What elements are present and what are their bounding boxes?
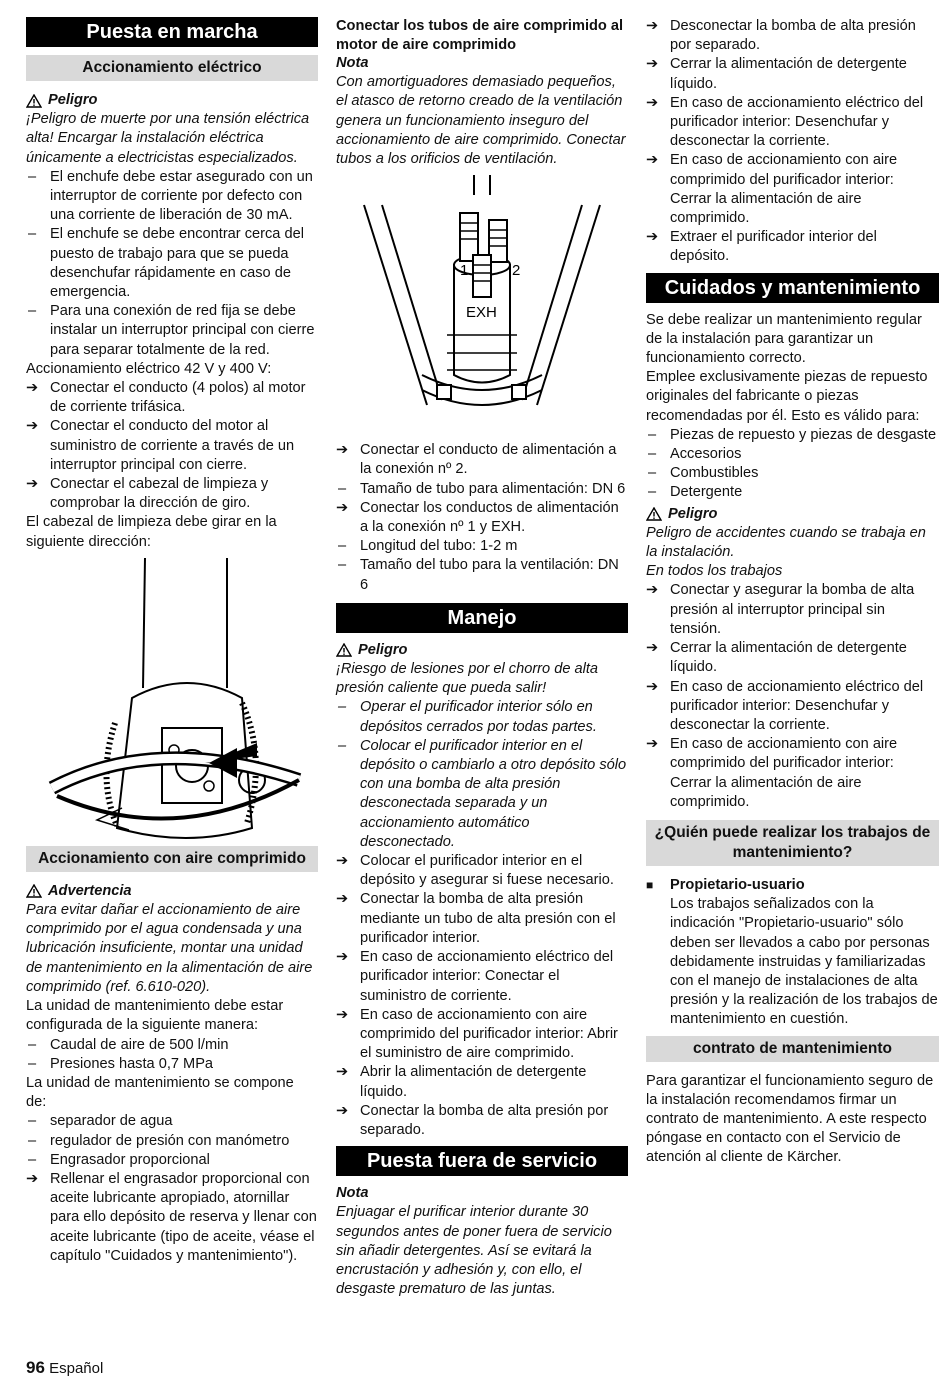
advertencia-title: Advertencia	[48, 882, 132, 899]
list-item: ➔ Rellenar el engrasador proporcional con aceite lubricante apropiado, atornillar para ello depósito de reserva y llenar con aceite lubricante (tipo de aceite, véase el capítulo "Cuidados y mantenimiento").	[26, 1170, 317, 1264]
config-text: La unidad de mantenimiento debe estar configurada de la siguiente manera:	[26, 998, 284, 1034]
cuidados-text: Emplee exclusivamente piezas de repuesto originales del fabricante o piezas recomendadas por él. Esto es válido para:	[646, 369, 928, 424]
heading-contrato: contrato de mantenimiento	[646, 1036, 939, 1062]
peligro-heading	[336, 641, 628, 660]
column-2	[336, 17, 628, 1299]
warning-triangle-icon	[336, 643, 352, 657]
list-item: ➔ En caso de accionamiento eléctrico del purificador interior: Desenchufar y desconectar la corriente.	[646, 678, 924, 733]
list-item: – separador de agua	[28, 1113, 173, 1130]
list-item: ➔ Cerrar la alimentación de detergente líquido.	[646, 56, 907, 92]
list-item: ➔ En caso de accionamiento con aire comprimido del purificador interior: Cerrar la alimentación de aire comprimido.	[646, 152, 898, 227]
list-item: ➔ Desconectar la bomba de alta presión por separado.	[646, 18, 916, 54]
advertencia-heading	[26, 882, 318, 901]
list-item: ➔ Conectar el conducto (4 polos) al motor de corriente trifásica.	[26, 380, 306, 416]
list-item: – regulador de presión con manómetro	[28, 1132, 290, 1149]
advertencia-text: Para evitar dañar el accionamiento de aire comprimido por el agua condensada y una lubricación insuficiente, montar una unidad de mantenimiento en la alimentación de aire comprimido (ref. 6.610-020).	[26, 902, 313, 995]
nota-text: Con amortiguadores demasiado pequeños, el atasco de retorno creado de la ventilación genera un funcionamiento inseguro del accionamiento de aire comprimido. Conectar tubos a los orificios de ventilación.	[336, 74, 626, 168]
list-item: ➔ Conectar la bomba de alta presión por separado.	[336, 1102, 609, 1138]
peligro-title: Peligro	[48, 92, 98, 108]
heading-accionamiento-electrico: Accionamiento eléctrico	[26, 55, 318, 81]
list-item: ➔ Conectar el conducto del motor al suministro de corriente a través de un interruptor principal con cierre.	[26, 418, 295, 473]
list-item: ➔ Conectar el cabezal de limpieza y comprobar la dirección de giro.	[26, 476, 269, 512]
heading-puesta-fuera: Puesta fuera de servicio	[336, 1146, 628, 1176]
warning-triangle-icon	[26, 884, 42, 898]
column-3	[646, 17, 939, 1168]
nota-title: Nota	[336, 55, 369, 71]
compone-text: La unidad de mantenimiento se compone de:	[26, 1074, 294, 1111]
heading-accionamiento-aire: Accionamiento con aire comprimido	[26, 846, 318, 872]
warning-triangle-icon	[646, 507, 662, 521]
list-item: – Para una conexión de red fija se debe instalar un interruptor principal con cierre para separar totalmente de la red.	[28, 303, 315, 358]
peligro-subtext: En todos los trabajos	[646, 563, 783, 580]
contrato-text: Para garantizar el funcionamiento seguro de la instalación recomendamos firmar un contrato de mantenimiento. A este respecto póngase en contacto con el Servicio de atención al cliente de Kärcher.	[646, 1072, 934, 1166]
peligro-text: ¡Riesgo de lesiones por el chorro de alta presión caliente que pueda salir!	[336, 661, 599, 697]
list-item: – Tamaño de tubo para alimentación: DN 6	[338, 480, 626, 497]
list-item: ➔ Colocar el purificador interior en el depósito y asegurar si fuese necesario.	[336, 853, 614, 889]
nota-title: Nota	[336, 1185, 369, 1202]
list-item: – Tamaño del tubo para la ventilación: DN 6	[338, 557, 619, 593]
peligro-title: Peligro	[668, 505, 718, 522]
connection-label-exh: EXH	[466, 304, 497, 322]
peligro-title: Peligro	[358, 641, 408, 658]
list-item: – Accesorios	[648, 446, 742, 463]
page-number: 96	[26, 1358, 45, 1377]
peligro-text: Peligro de accidentes cuando se trabaja en la instalación.	[646, 524, 926, 561]
list-item: – Operar el purificador interior sólo en depósitos cerrados por todas partes.	[338, 699, 597, 735]
connection-label-1: 1	[460, 262, 469, 280]
list-item: ➔ Cerrar la alimentación de detergente líquido.	[646, 640, 907, 676]
list-item: – Presiones hasta 0,7 MPa	[28, 1055, 214, 1072]
list-item: – Colocar el purificador interior en el depósito o cambiarlo a otro depósito sólo con una bomba de alta presión desconectada separada y un accionamiento automático desconectado.	[338, 737, 627, 850]
nota-text: Enjuagar el purificar interior durante 30 segundos antes de poner fuera de servicio sin añadir detergentes. Así se evitará la encrustación y adhesión y, con ello, el desgaste prematuro de las juntas.	[336, 1204, 612, 1298]
list-item: – El enchufe se debe encontrar cerca del puesto de trabajo para que se pueda desenchufar rápidamente en caso de emergencia.	[28, 226, 304, 301]
cuidados-text: Se debe realizar un mantenimiento regular de la instalación para garantizar un funcionamiento correcto.	[646, 311, 922, 367]
list-item: – Combustibles	[648, 465, 759, 482]
page-language: Español	[49, 1360, 104, 1377]
propietario-text: Los trabajos señalizados con la indicación "Propietario-usuario" sólo deben ser llevados a cabo por personas debidamente instruidas y familiarizadas con el manejo de instalaciones de alta presión y la realización de los trabajos de mantenimiento en cuestión.	[670, 896, 938, 1028]
page-footer	[26, 1358, 103, 1378]
list-item: ■ Propietario-usuario	[646, 876, 805, 893]
connection-label-2: 2	[512, 262, 521, 280]
air-motor-connections-figure	[362, 175, 602, 435]
list-item: – El enchufe debe estar asegurado con un interruptor de corriente por defecto con una corriente de liberación de 30 mA.	[28, 168, 313, 224]
heading-cuidados: Cuidados y mantenimiento	[646, 273, 939, 303]
list-item: ➔ En caso de accionamiento con aire comprimido del purificador interior: Cerrar la alimentación de aire comprimido.	[646, 736, 898, 810]
list-item: ➔ En caso de accionamiento eléctrico del purificador interior: Conectar el suministro de corriente.	[336, 949, 614, 1004]
list-item: ➔ Abrir la alimentación de detergente líquido.	[336, 1064, 587, 1100]
list-item: ➔ Conectar y asegurar la bomba de alta presión al interruptor principal sin tensión.	[646, 582, 915, 637]
list-item: – Piezas de repuesto y piezas de desgaste	[648, 426, 937, 443]
warning-triangle-icon	[26, 94, 42, 108]
rotation-direction-figure	[37, 558, 307, 840]
list-item: – Detergente	[648, 484, 743, 501]
list-item: ➔ Conectar el conducto de alimentación a la conexión nº 2.	[336, 442, 617, 478]
list-item: ➔ En caso de accionamiento con aire comprimido del purificador interior: Abrir el suministro de aire comprimido.	[336, 1006, 618, 1062]
peligro-heading	[646, 505, 939, 524]
list-item: ➔ Conectar los conductos de alimentación a la conexión nº 1 y EXH.	[336, 499, 619, 536]
heading-quien: ¿Quién puede realizar los trabajos de mantenimiento?	[646, 820, 939, 866]
heading-puesta-en-marcha: Puesta en marcha	[26, 17, 318, 47]
list-item: – Longitud del tubo: 1-2 m	[338, 538, 518, 555]
heading-conectar-tubos: Conectar los tubos de aire comprimido al motor de aire comprimido	[336, 18, 624, 53]
peligro-heading	[26, 91, 318, 110]
list-item: ➔ Conectar la bomba de alta presión mediante un tubo de alta presión con el purificador interior.	[336, 891, 616, 946]
list-item: ➔ Extraer el purificador interior del depósito.	[646, 229, 877, 265]
list-item: – Caudal de aire de 500 l/min	[28, 1036, 229, 1053]
heading-manejo: Manejo	[336, 603, 628, 633]
peligro-text: ¡Peligro de muerte por una tensión eléctrica alta! Encargar la instalación eléctrica únicamente a electricistas especializados.	[26, 111, 310, 166]
list-item: ➔ En caso de accionamiento eléctrico del purificador interior: Desenchufar y desconectar la corriente.	[646, 94, 924, 150]
elec-intro: Accionamiento eléctrico 42 V y 400 V:	[26, 360, 272, 377]
giro-text: El cabezal de limpieza debe girar en la siguiente dirección:	[26, 514, 277, 550]
list-item: – Engrasador proporcional	[28, 1151, 210, 1168]
column-1	[26, 17, 318, 1266]
